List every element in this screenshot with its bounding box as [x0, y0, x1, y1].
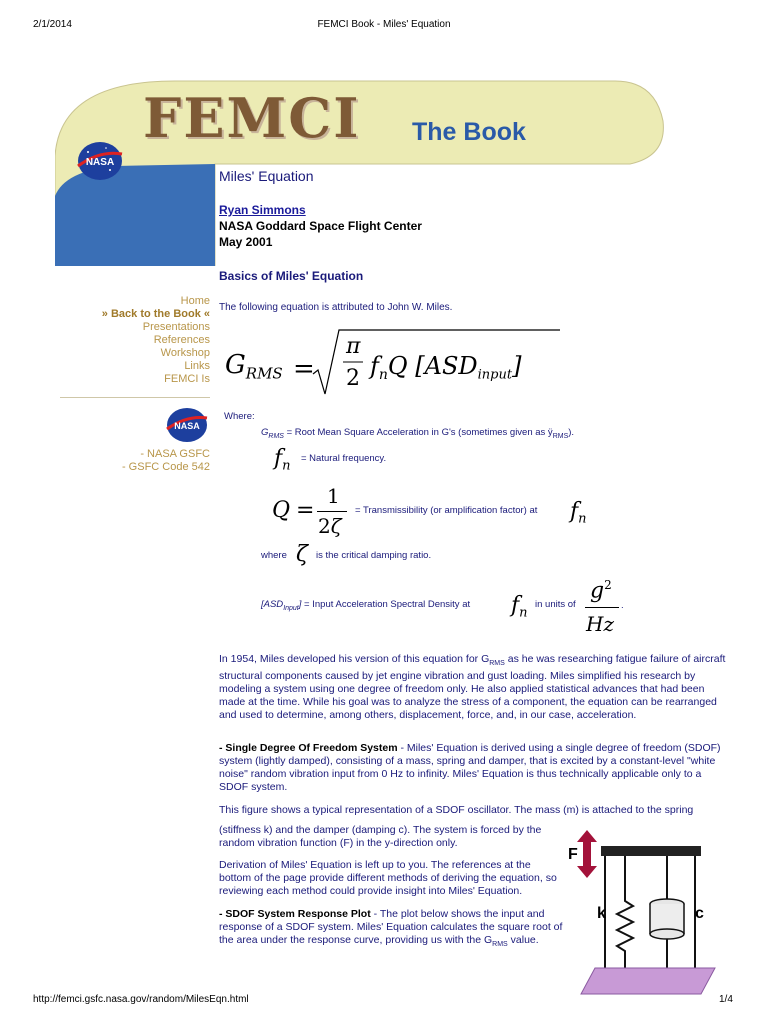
- spring-icon: [617, 856, 633, 976]
- def-grms-text-end: ).: [568, 427, 575, 438]
- print-title: FEMCI Book - Miles' Equation: [317, 19, 451, 30]
- eq-two: 2: [346, 366, 360, 391]
- miles-equation: [225, 322, 565, 400]
- where-label: Where:: [224, 411, 255, 422]
- article-date: May 2001: [219, 235, 273, 249]
- def-fn-symbol: [274, 446, 291, 474]
- sidebar-link-references[interactable]: References: [153, 334, 210, 346]
- nasa-badge-text: NASA: [85, 157, 115, 168]
- eq-asd: [ASD: [415, 352, 478, 380]
- sidebar-link-links[interactable]: Links: [184, 360, 210, 372]
- p1-text-a: In 1954, Miles developed his version of this equation for G: [219, 653, 490, 665]
- p6-sub: RMS: [492, 941, 508, 949]
- p1-text-b: as he was researching fatigue failure of aircraft structural components caused by jet engine vibration and gust loading. Miles simplified his research by modeling a system using one degree of freedom only. He also applied statistical advances that had been made at the time. While his goal was to analyze the stress of a component, the equation can be rearranged and used to determine, among others, displacement, force, and, in our case, acceleration.: [219, 653, 726, 722]
- def-grms-sym: G: [261, 427, 269, 438]
- mass-plate: [601, 846, 701, 856]
- paragraph-response-plot: [219, 908, 564, 951]
- eq-f: f: [370, 352, 379, 380]
- nasa-sidebar-badge-text: NASA: [174, 421, 200, 431]
- sidebar-link-presentations[interactable]: Presentations: [142, 321, 210, 333]
- def-units-text: in units of: [535, 599, 576, 610]
- paragraph-sdof: [219, 742, 729, 794]
- def-asd-fn-sub: n: [519, 605, 528, 621]
- eq-pi: π: [346, 334, 361, 359]
- nasa-logo-sidebar[interactable]: [165, 406, 209, 444]
- def-q-fn: [570, 499, 587, 527]
- eq-asd-close: ]: [512, 352, 522, 380]
- force-label: F: [568, 846, 578, 863]
- paragraph-derivation: Derivation of Miles' Equation is left up to you. The references at the bottom of the page provide different methods of deriving the equation, so reviewing each method could provide insight into Miles' Equation.: [219, 859, 557, 897]
- def-units-g: g: [590, 578, 605, 604]
- base-platform: [581, 968, 715, 994]
- print-url[interactable]: http://femci.gsfc.nasa.gov/random/MilesEqn.html: [33, 994, 249, 1005]
- def-units-bar: [585, 607, 619, 608]
- def-units-exp: 2: [604, 578, 612, 592]
- def-q-numerator: 1: [327, 484, 340, 508]
- nasa-logo-banner[interactable]: [76, 140, 124, 182]
- p1-sub: RMS: [489, 660, 505, 668]
- def-zeta-text: is the critical damping ratio.: [316, 550, 432, 561]
- author-link[interactable]: Ryan Simmons: [219, 203, 306, 217]
- def-fn-sub: n: [282, 458, 291, 474]
- def-q-equals: =: [296, 498, 315, 523]
- eq-lhs-sub: RMS: [245, 364, 283, 383]
- eq-f-sub: n: [378, 366, 388, 383]
- def-q-fn-sub: n: [578, 511, 587, 527]
- spring-k-label: k: [597, 905, 606, 922]
- paragraph-history: [219, 653, 729, 722]
- def-zeta-symbol: ζ: [296, 542, 308, 567]
- paragraph-figure-intro: This figure shows a typical representation of a SDOF oscillator. The mass (m) is attached to the spring: [219, 804, 694, 816]
- def-asd-fn-f: f: [511, 593, 520, 618]
- p2-rest: - Miles' Equation is derived using a single degree of freedom (SDOF) system (lightly damped), consisting of a mass, spring and damper, that is excited by a constant-level "white noise" random vibration input from 0 Hz to infinity. Miles' Equation is thus technically applicable only to a SDOF system.: [219, 742, 721, 793]
- nasa-meatball-icon: [76, 140, 124, 182]
- def-asd-text: = Input Acceleration Spectral Density at: [301, 599, 471, 610]
- section-heading: Basics of Miles' Equation: [219, 269, 364, 283]
- eq-lhs: G: [225, 350, 246, 380]
- def-asd-sym: [ASD: [261, 599, 284, 610]
- femci-logo[interactable]: FEMCI: [143, 86, 361, 150]
- eq-equals: =: [293, 354, 315, 384]
- p6-rest-b: value.: [507, 934, 539, 946]
- intro-text: The following equation is attributed to John W. Miles.: [219, 302, 453, 313]
- def-asd-sub: Input: [283, 604, 299, 612]
- page-title: Miles' Equation: [219, 168, 314, 184]
- force-arrow-icon: [577, 830, 597, 878]
- def-zeta-where: where: [261, 550, 287, 561]
- p6-bold: - SDOF System Response Plot: [219, 908, 371, 920]
- p2-bold: - Single Degree Of Freedom System: [219, 742, 398, 754]
- damper-icon: [650, 929, 684, 939]
- def-asd: [261, 599, 470, 612]
- print-date: 2/1/2014: [33, 19, 72, 30]
- def-asd-end: ]: [298, 599, 302, 610]
- author-org: NASA Goddard Space Flight Center: [219, 219, 422, 233]
- def-q-text: = Transmissibility (or amplification factor) at: [355, 505, 538, 516]
- def-q-fraction-bar: [317, 511, 347, 512]
- def-fn-text: = Natural frequency.: [301, 453, 387, 464]
- sidebar-credit-gsfc-code[interactable]: - GSFC Code 542: [121, 461, 210, 473]
- def-q-symbol: Q: [272, 498, 291, 523]
- def-units-fraction: [585, 578, 625, 638]
- def-fn-f: f: [274, 446, 283, 471]
- def-grms-text-sub: RMS: [552, 432, 569, 440]
- nasa-meatball-icon: [165, 406, 209, 444]
- sidebar-link-home[interactable]: Home: [180, 295, 210, 307]
- def-asd-fn: [511, 593, 528, 621]
- sidebar-credit-nasa-gsfc[interactable]: - NASA GSFC: [140, 448, 210, 460]
- def-q-formula: [272, 484, 352, 540]
- sidebar-divider: [60, 397, 210, 398]
- def-q-fn-f: f: [570, 499, 579, 524]
- sidebar-link-back-to-book[interactable]: » Back to the Book «: [101, 308, 210, 320]
- def-q-denominator: 2ζ: [318, 514, 342, 538]
- def-grms: [261, 427, 574, 440]
- eq-asd-sub: input: [477, 367, 513, 383]
- sidebar-link-workshop[interactable]: Workshop: [160, 347, 210, 359]
- sdof-oscillator-figure: [565, 826, 725, 996]
- def-grms-text: = Root Mean Square Acceleration in G's (sometimes given as ÿ: [283, 427, 553, 438]
- p6-rest-a: - The plot below shows the input and response of a SDOF system. Miles' Equation calculates the square root of the area under the response curve, providing us with the G: [219, 908, 563, 946]
- def-units-period: .: [621, 600, 624, 611]
- damper-c-label: c: [695, 905, 704, 922]
- paragraph-stiffness: (stiffness k) and the damper (damping c). The system is forced by the random vibration function (F) in the y-direction only.: [219, 824, 542, 849]
- def-units-hz: Hz: [586, 612, 614, 636]
- print-page-number: 1/4: [719, 994, 733, 1005]
- the-book-label: The Book: [412, 118, 526, 146]
- eq-q: Q: [387, 352, 408, 380]
- sidebar-link-femci-is[interactable]: FEMCI Is: [164, 373, 210, 385]
- def-grms-sub: RMS: [268, 432, 284, 440]
